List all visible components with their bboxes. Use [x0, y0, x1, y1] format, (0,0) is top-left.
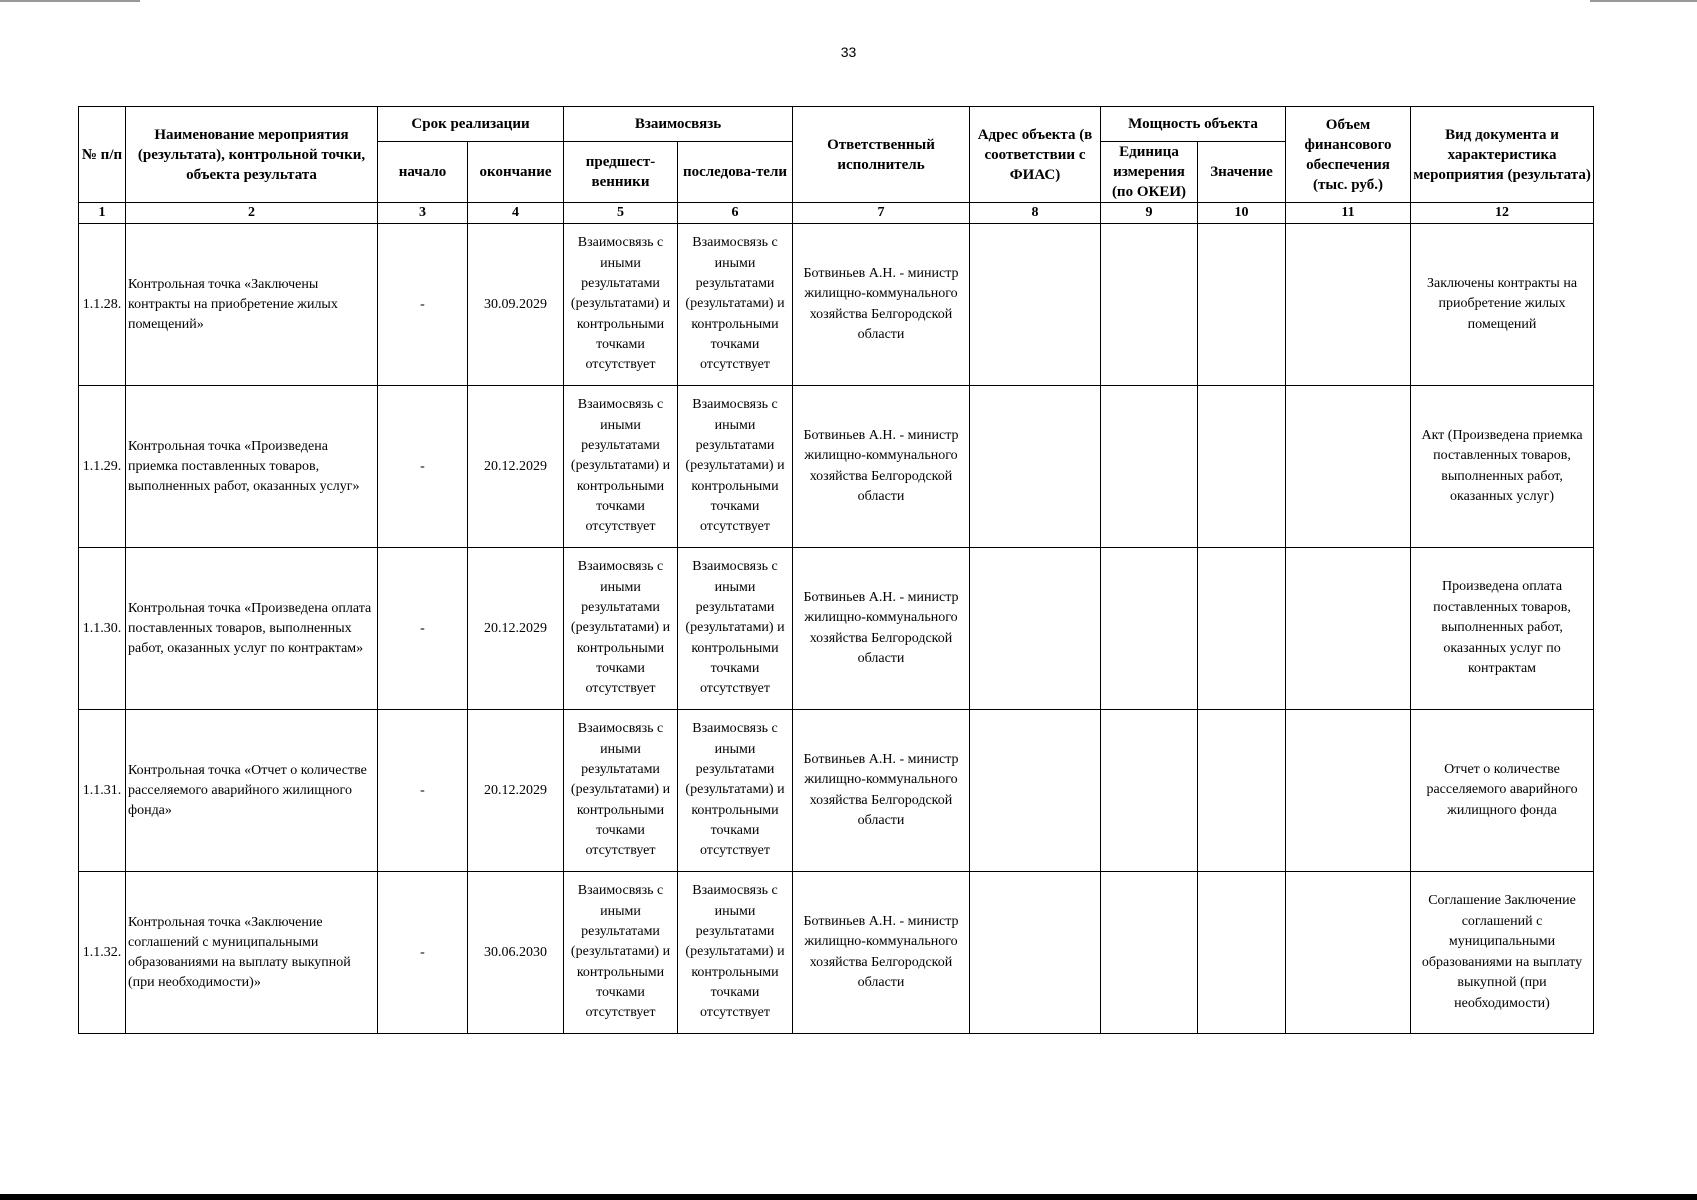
- row-start: -: [378, 548, 468, 710]
- row-address: [970, 710, 1101, 872]
- column-number: 4: [468, 203, 564, 224]
- row-predecessors: Взаимосвязь с иными результатами (результатами) и контрольными точками отсутствует: [564, 872, 678, 1034]
- top-right-rule: [1590, 0, 1697, 2]
- row-address: [970, 224, 1101, 386]
- row-responsible: Ботвиньев А.Н. - министр жилищно-коммунального хозяйства Белгородской области: [793, 386, 970, 548]
- header-unit: Единица измерения (по ОКЕИ): [1101, 142, 1198, 203]
- row-unit: [1101, 710, 1198, 872]
- row-start: -: [378, 872, 468, 1034]
- top-left-rule: [0, 0, 140, 2]
- row-successors: Взаимосвязь с иными результатами (результатами) и контрольными точками отсутствует: [678, 872, 793, 1034]
- row-value: [1198, 710, 1286, 872]
- column-number: 11: [1286, 203, 1411, 224]
- column-number: 9: [1101, 203, 1198, 224]
- row-start: -: [378, 386, 468, 548]
- row-funding: [1286, 386, 1411, 548]
- row-number: 1.1.31.: [79, 710, 126, 872]
- column-number: 5: [564, 203, 678, 224]
- page-number: 33: [840, 44, 857, 60]
- header-period-start: начало: [378, 142, 468, 203]
- row-successors: Взаимосвязь с иными результатами (результатами) и контрольными точками отсутствует: [678, 548, 793, 710]
- row-address: [970, 872, 1101, 1034]
- row-predecessors: Взаимосвязь с иными результатами (результатами) и контрольными точками отсутствует: [564, 224, 678, 386]
- row-name: Контрольная точка «Заключение соглашений с муниципальными образованиями на выплату выкупной (при необходимости)»: [126, 872, 378, 1034]
- column-number: 8: [970, 203, 1101, 224]
- column-number-row: [79, 203, 1594, 224]
- row-address: [970, 548, 1101, 710]
- row-unit: [1101, 548, 1198, 710]
- row-unit: [1101, 224, 1198, 386]
- header-period-end: окончание: [468, 142, 564, 203]
- header-row-1: [79, 107, 1594, 142]
- row-number: 1.1.30.: [79, 548, 126, 710]
- header-successors: последова-тели: [678, 142, 793, 203]
- row-value: [1198, 386, 1286, 548]
- table-row: [79, 710, 1594, 872]
- row-end: 20.12.2029: [468, 710, 564, 872]
- row-successors: Взаимосвязь с иными результатами (результатами) и контрольными точками отсутствует: [678, 224, 793, 386]
- row-number: 1.1.28.: [79, 224, 126, 386]
- row-funding: [1286, 872, 1411, 1034]
- column-number: 1: [79, 203, 126, 224]
- row-number: 1.1.32.: [79, 872, 126, 1034]
- header-capacity: Мощность объекта: [1101, 107, 1286, 142]
- column-number: 6: [678, 203, 793, 224]
- header-relation: Взаимосвязь: [564, 107, 793, 142]
- row-doc: Отчет о количестве расселяемого аварийного жилищного фонда: [1411, 710, 1594, 872]
- row-name: Контрольная точка «Произведена оплата поставленных товаров, выполненных работ, оказанных услуг по контрактам»: [126, 548, 378, 710]
- header-predecessors: предшест-венники: [564, 142, 678, 203]
- row-responsible: Ботвиньев А.Н. - министр жилищно-коммунального хозяйства Белгородской области: [793, 872, 970, 1034]
- row-address: [970, 386, 1101, 548]
- row-funding: [1286, 548, 1411, 710]
- table-row: [79, 872, 1594, 1034]
- row-responsible: Ботвиньев А.Н. - министр жилищно-коммунального хозяйства Белгородской области: [793, 548, 970, 710]
- row-doc: Соглашение Заключение соглашений с муниципальными образованиями на выплату выкупной (при необходимости): [1411, 872, 1594, 1034]
- row-doc: Заключены контракты на приобретение жилых помещений: [1411, 224, 1594, 386]
- table-row: [79, 224, 1594, 386]
- row-value: [1198, 872, 1286, 1034]
- row-name: Контрольная точка «Отчет о количестве расселяемого аварийного жилищного фонда»: [126, 710, 378, 872]
- header-funding: Объем финансового обеспечения (тыс. руб.): [1286, 107, 1411, 203]
- header-num: № п/п: [79, 107, 126, 203]
- row-doc: Произведена оплата поставленных товаров, выполненных работ, оказанных услуг по контрактам: [1411, 548, 1594, 710]
- row-number: 1.1.29.: [79, 386, 126, 548]
- column-number: 3: [378, 203, 468, 224]
- header-value: Значение: [1198, 142, 1286, 203]
- row-name: Контрольная точка «Заключены контракты на приобретение жилых помещений»: [126, 224, 378, 386]
- table-row: [79, 386, 1594, 548]
- row-start: -: [378, 224, 468, 386]
- column-number: 10: [1198, 203, 1286, 224]
- row-end: 30.06.2030: [468, 872, 564, 1034]
- row-predecessors: Взаимосвязь с иными результатами (результатами) и контрольными точками отсутствует: [564, 548, 678, 710]
- row-start: -: [378, 710, 468, 872]
- header-name: Наименование мероприятия (результата), контрольной точки, объекта результата: [126, 107, 378, 203]
- column-number: 12: [1411, 203, 1594, 224]
- row-end: 30.09.2029: [468, 224, 564, 386]
- row-responsible: Ботвиньев А.Н. - министр жилищно-коммунального хозяйства Белгородской области: [793, 224, 970, 386]
- row-doc: Акт (Произведена приемка поставленных товаров, выполненных работ, оказанных услуг): [1411, 386, 1594, 548]
- column-number: 7: [793, 203, 970, 224]
- row-end: 20.12.2029: [468, 548, 564, 710]
- header-responsible: Ответственный исполнитель: [793, 107, 970, 203]
- bottom-scan-edge: [0, 1194, 1697, 1200]
- row-unit: [1101, 386, 1198, 548]
- row-value: [1198, 224, 1286, 386]
- plan-table: [78, 106, 1594, 1034]
- table-row: [79, 548, 1594, 710]
- row-name: Контрольная точка «Произведена приемка поставленных товаров, выполненных работ, оказанных услуг»: [126, 386, 378, 548]
- row-predecessors: Взаимосвязь с иными результатами (результатами) и контрольными точками отсутствует: [564, 710, 678, 872]
- row-successors: Взаимосвязь с иными результатами (результатами) и контрольными точками отсутствует: [678, 710, 793, 872]
- header-period: Срок реализации: [378, 107, 564, 142]
- column-number: 2: [126, 203, 378, 224]
- row-funding: [1286, 224, 1411, 386]
- row-funding: [1286, 710, 1411, 872]
- header-address: Адрес объекта (в соответствии с ФИАС): [970, 107, 1101, 203]
- row-responsible: Ботвиньев А.Н. - министр жилищно-коммунального хозяйства Белгородской области: [793, 710, 970, 872]
- header-doc-type: Вид документа и характеристика мероприятия (результата): [1411, 107, 1594, 203]
- row-unit: [1101, 872, 1198, 1034]
- row-successors: Взаимосвязь с иными результатами (результатами) и контрольными точками отсутствует: [678, 386, 793, 548]
- row-predecessors: Взаимосвязь с иными результатами (результатами) и контрольными точками отсутствует: [564, 386, 678, 548]
- row-value: [1198, 548, 1286, 710]
- row-end: 20.12.2029: [468, 386, 564, 548]
